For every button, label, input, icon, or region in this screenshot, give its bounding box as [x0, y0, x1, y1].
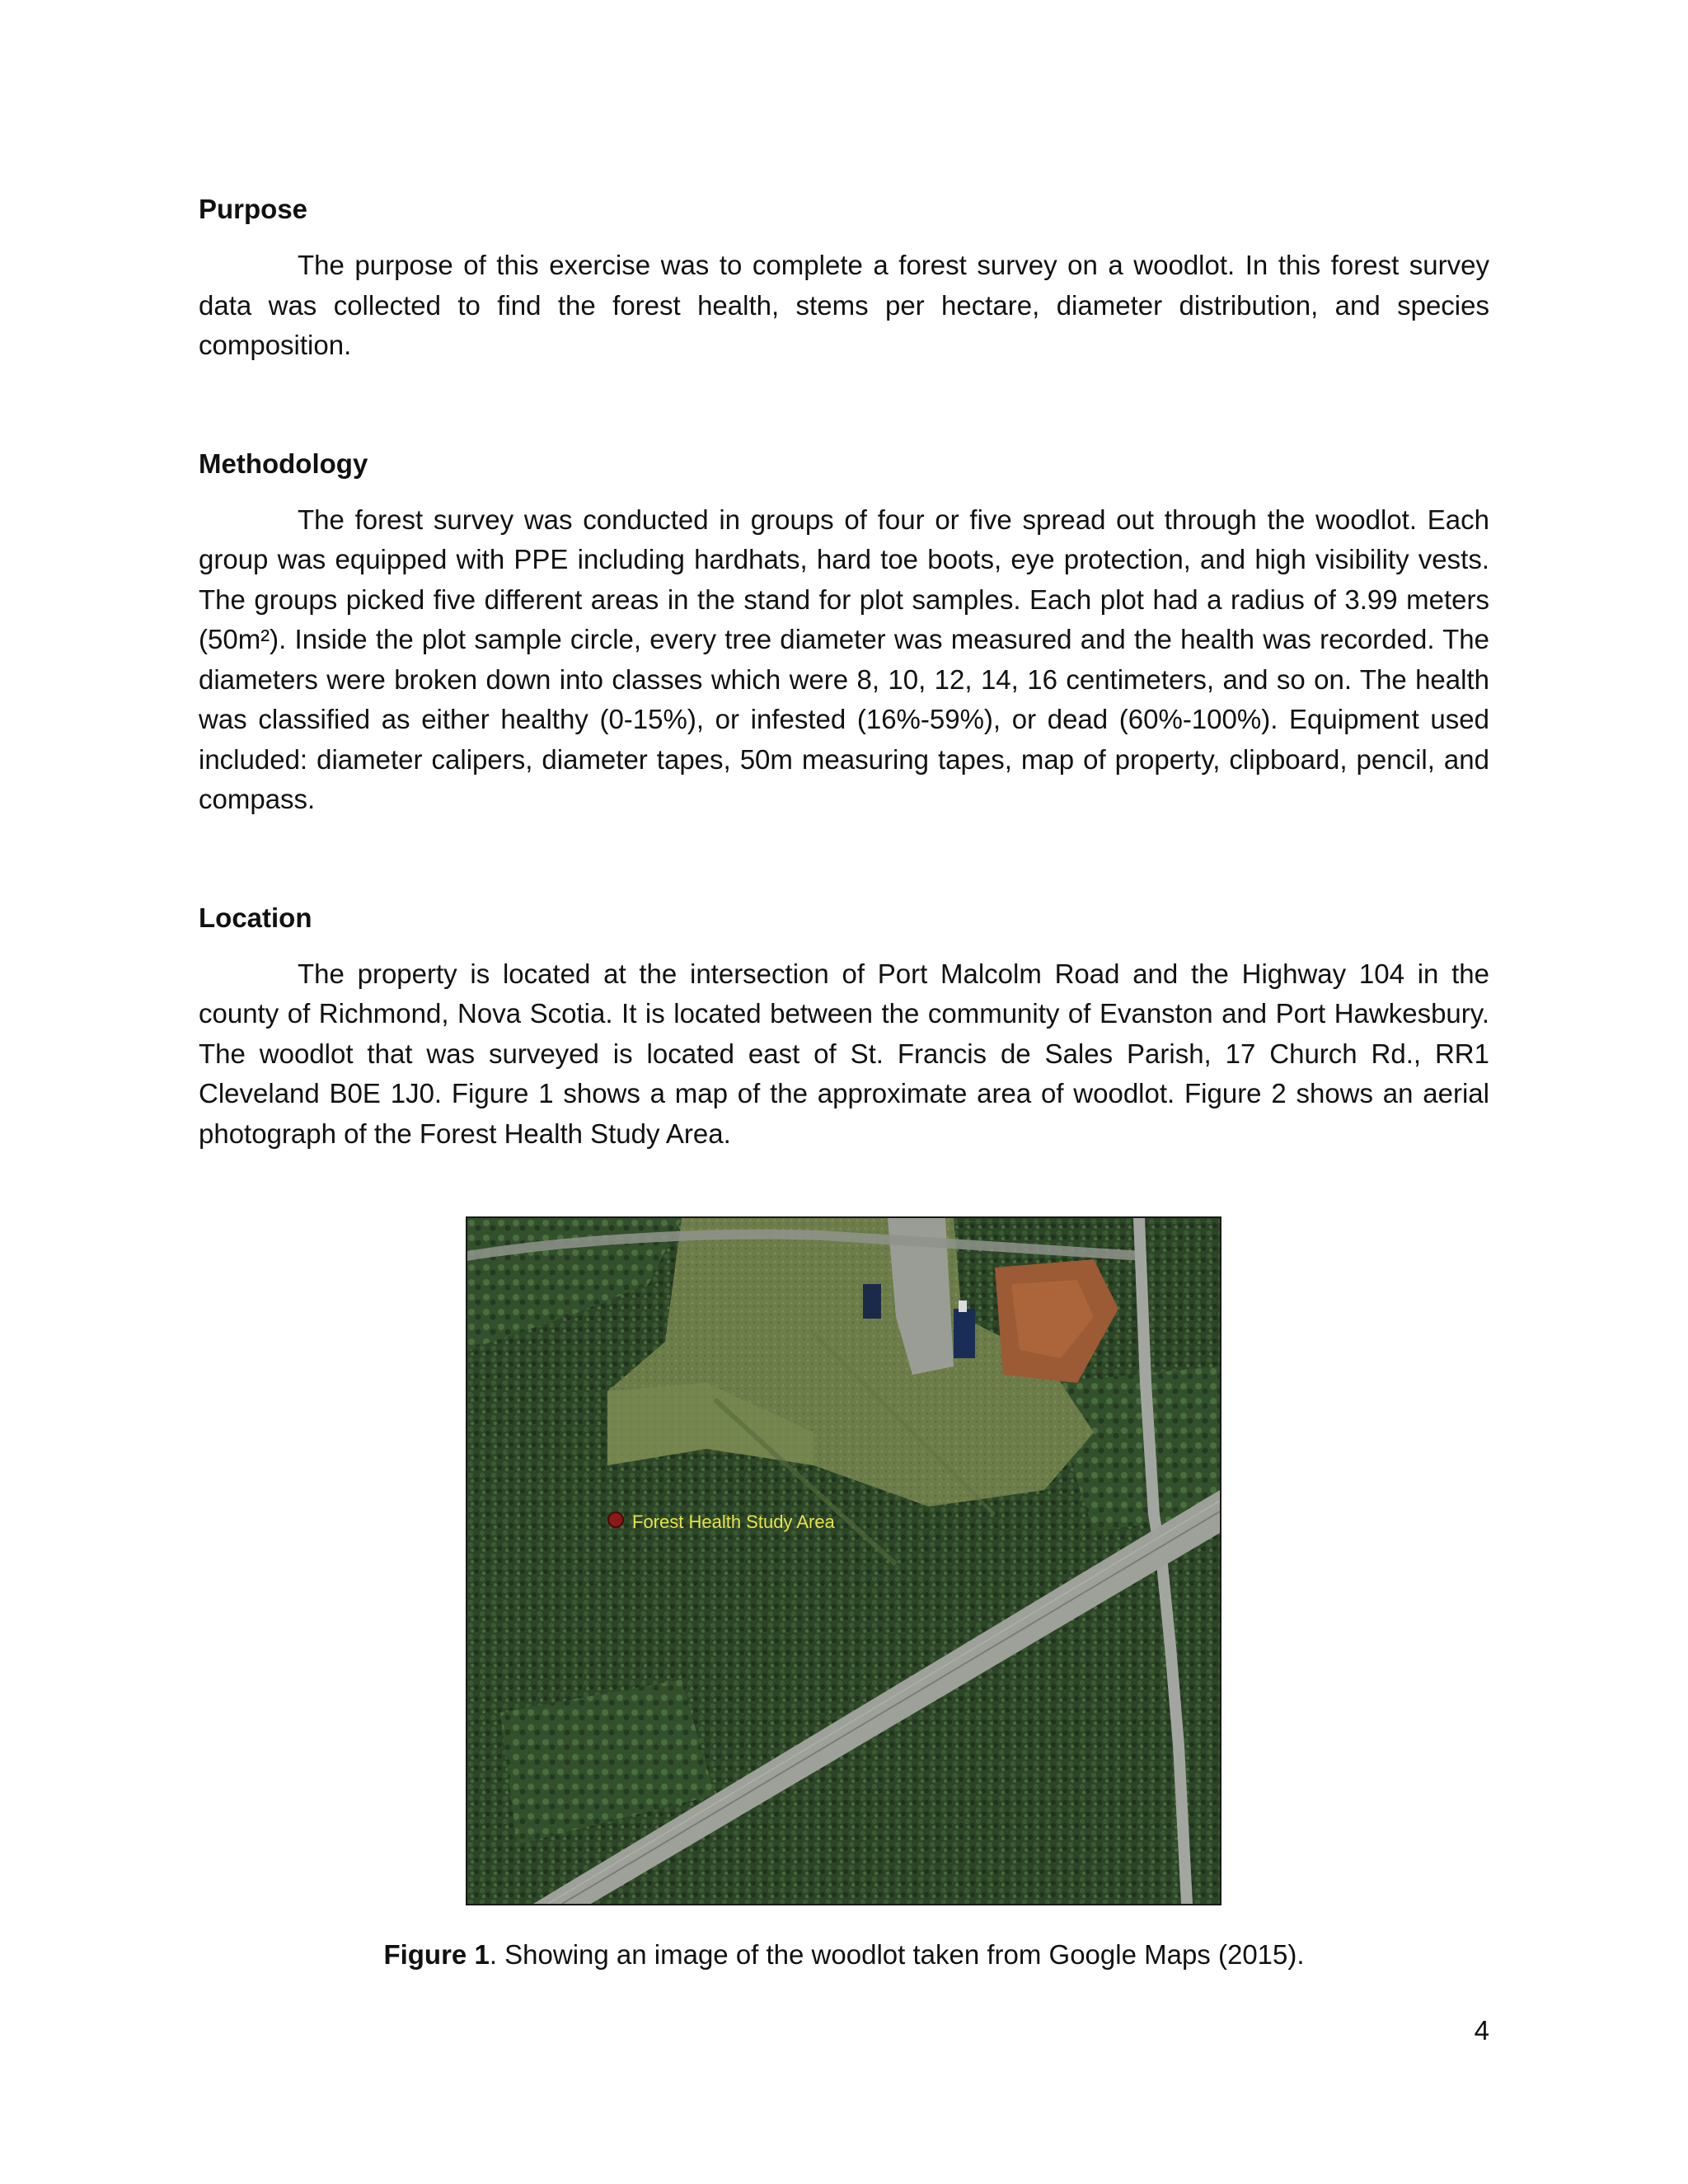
location-paragraph: The property is located at the intersection of Port Malcolm Road and the Highway 104 in the county of Richmond, Nova Scotia. It is located between the community of Evanston and Port Hawkesbury. The woodlot that was surveyed is located east of St. Francis de Sales Parish, 17 Church Rd., RR1 Cleveland B0E 1J0. Figure 1 shows a map of the approximate area of woodlot. Figure 2 shows an aerial photograph of the Forest Health Study Area.: [199, 958, 1489, 1149]
page-number: 4: [1474, 2015, 1489, 2046]
purpose-paragraph: The purpose of this exercise was to complete a forest survey on a woodlot. In this forest survey data was collected to find the forest health, stems per hectare, diameter distribution, and species composition.: [199, 250, 1489, 360]
methodology-paragraph: The forest survey was conducted in groups of four or five spread out through the woodlot. Each group was equipped with PPE including hardhats, hard toe boots, eye protection, and high visibility vests. The groups picked five different areas in the stand for plot samples. Each plot had a radius of 3.99 meters (50m²). Inside the plot sample circle, every tree diameter was measured and the health was recorded. The diameters were broken down into classes which were 8, 10, 12, 14, 16 centimeters, and so on. The health was classified as either healthy (0-15%), or infested (16%-59%), or dead (60%-100%). Equipment used included: diameter calipers, diameter tapes, 50m measuring tapes, map of property, clipboard, pencil, and compass.: [199, 504, 1489, 814]
aerial-map-image: [466, 1216, 1221, 1905]
building: [863, 1284, 881, 1319]
purpose-heading: Purpose: [199, 194, 308, 224]
figure-caption-text: . Showing an image of the woodlot taken from Google Maps (2015).: [489, 1939, 1305, 1970]
building: [954, 1309, 975, 1358]
study-area-marker: [608, 1512, 623, 1527]
figure-caption-label: Figure 1: [383, 1939, 490, 1970]
methodology-heading: Methodology: [199, 448, 368, 479]
study-area-label: Forest Health Study Area: [632, 1511, 835, 1532]
figure-caption: [0, 1935, 1688, 1975]
report-body: [199, 190, 1489, 1154]
location-heading: Location: [199, 902, 312, 933]
